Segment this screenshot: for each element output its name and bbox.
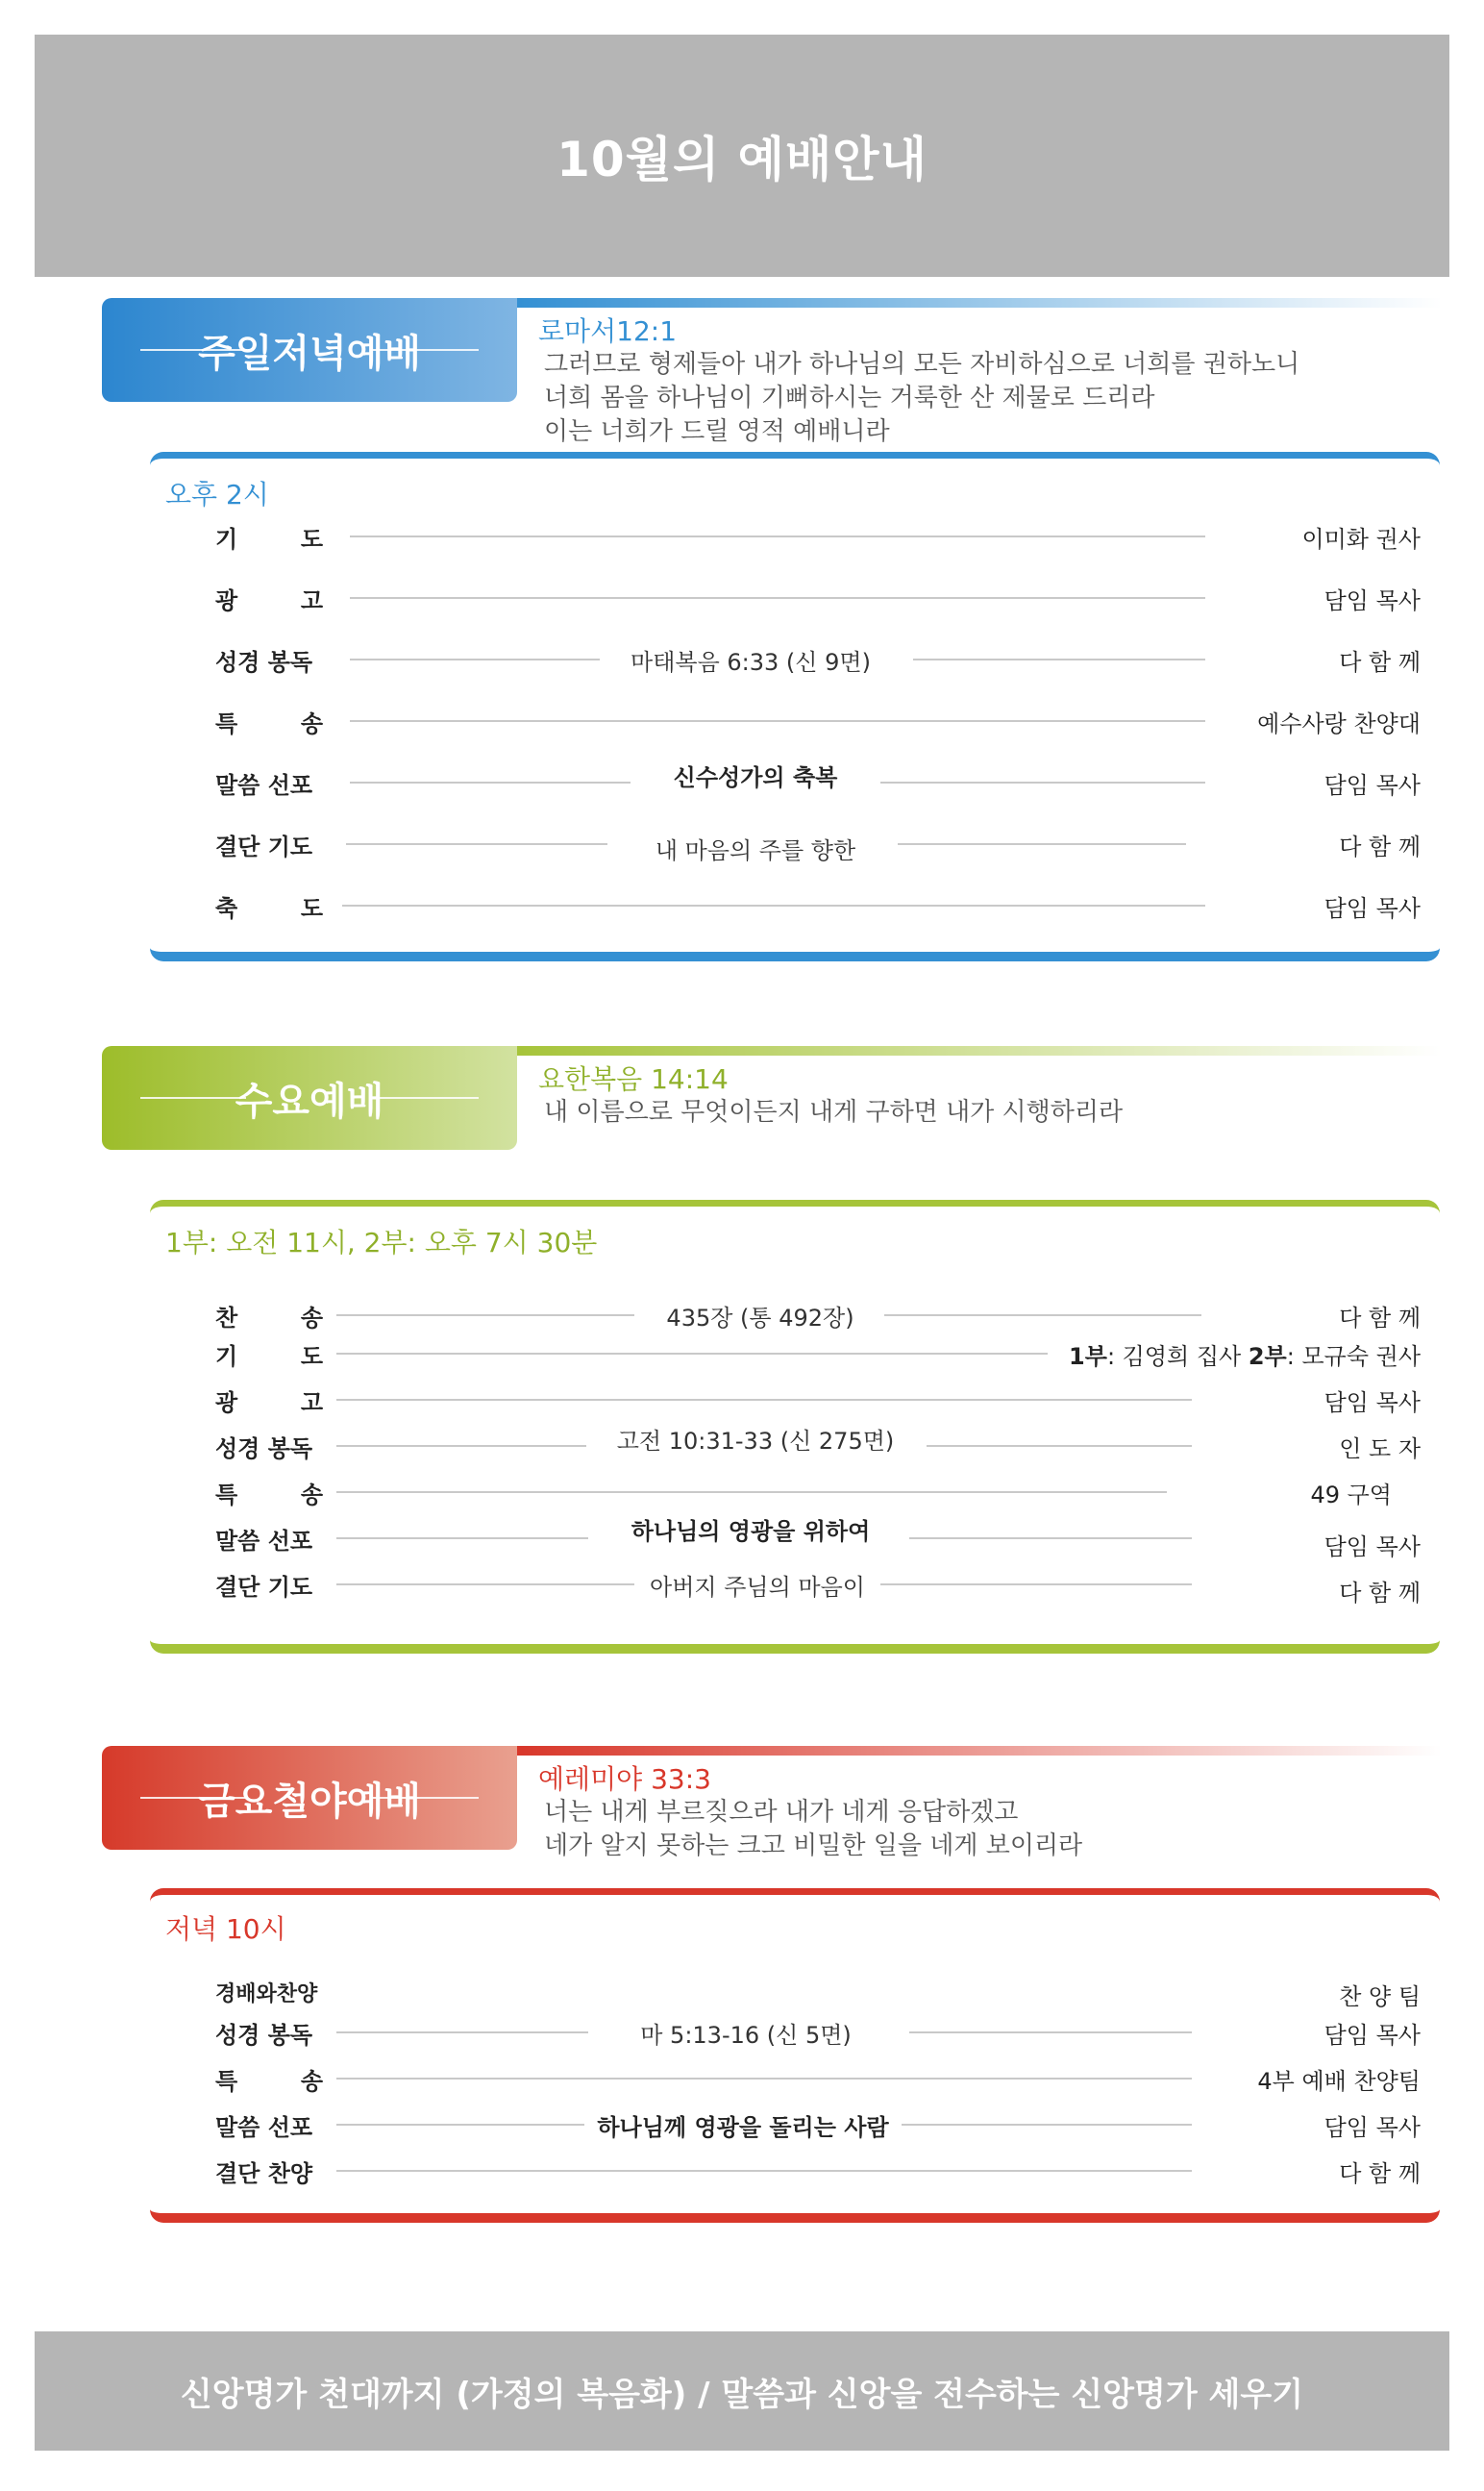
row-leader: 찬 양 팀 [1339, 1983, 1421, 2010]
row-label: 말씀 선포 [215, 772, 313, 799]
footer-slogan: 신앙명가 천대까지 (가정의 복음화) / 말씀과 신앙을 전수하는 신앙명가 세우기 [180, 2375, 1304, 2414]
section-title-tag [102, 1046, 517, 1150]
row-rule [336, 1314, 634, 1316]
service-row [150, 578, 1440, 616]
page-title: 10월의 예배안내 [556, 132, 928, 187]
row-label: 성경 봉독 [215, 2022, 313, 2049]
section-top-gradient [517, 298, 1442, 308]
row-leader: 다 함 께 [1339, 834, 1421, 860]
row-label: 성경 봉독 [215, 1435, 313, 1462]
verse-reference: 예레미야 33:3 [538, 1763, 711, 1795]
section-title: 수요예배 [235, 1079, 384, 1124]
row-scripture: 마 5:13-16 (신 5면) [640, 2022, 852, 2049]
part-1-leader: : 김영희 집사 [1106, 1343, 1249, 1370]
order-of-service-card [150, 1888, 1440, 2223]
row-leader: 49 구역 [1310, 1482, 1392, 1508]
row-label: 찬 송 [215, 1305, 323, 1332]
row-label: 특 송 [215, 1482, 323, 1508]
service-row [150, 2012, 1440, 2051]
row-leader: 4부 예배 찬양팀 [1257, 2068, 1421, 2095]
row-leader: 다 함 께 [1339, 649, 1421, 676]
verse-line: 너희 몸을 하나님이 기뻐하시는 거룩한 산 제물로 드리라 [544, 384, 1155, 412]
service-row [150, 2151, 1440, 2189]
row-rule [927, 1445, 1192, 1447]
row-leader: 담임 목사 [1323, 587, 1421, 614]
row-rule [336, 1537, 588, 1539]
row-label: 기 도 [215, 526, 323, 553]
hymn-number: 435장 (통 492장) [666, 1305, 854, 1332]
row-label: 말씀 선포 [215, 2114, 313, 2141]
row-label: 성경 봉독 [215, 649, 313, 676]
row-rule [336, 2170, 1192, 2172]
verse-line: 그러므로 형제들아 내가 하나님의 모든 자비하심으로 너희를 권하노니 [544, 350, 1300, 379]
verse-line: 내 이름으로 무엇이든지 내게 구하면 내가 시행하리라 [544, 1098, 1124, 1127]
row-label: 광 고 [215, 1389, 323, 1416]
row-leader: 다 함 께 [1339, 1580, 1421, 1607]
row-leader: 담임 목사 [1323, 895, 1421, 922]
row-leader: 예수사랑 찬양대 [1257, 710, 1421, 737]
section-title: 주일저녁예배 [198, 331, 421, 376]
row-leader: 담임 목사 [1323, 1533, 1421, 1560]
service-row [150, 885, 1440, 924]
row-label: 결단 찬양 [215, 2160, 313, 2187]
row-leader: 다 함 께 [1339, 1305, 1421, 1332]
service-row [150, 2105, 1440, 2143]
row-scripture: 마태복음 6:33 (신 9면) [631, 649, 871, 676]
page-header-banner [35, 35, 1449, 277]
sermon-title: 신수성가의 축복 [631, 759, 880, 792]
service-time: 오후 2시 [165, 479, 269, 511]
row-label: 광 고 [215, 587, 323, 614]
service-row [150, 701, 1440, 739]
verse-line: 네가 알지 못하는 크고 비밀한 일을 네게 보이리라 [544, 1831, 1083, 1860]
service-row [150, 1564, 1440, 1607]
row-rule [350, 597, 1205, 599]
row-rule [336, 1491, 1167, 1493]
section-top-gradient [517, 1746, 1442, 1756]
order-of-service-card [150, 452, 1440, 961]
row-rule [346, 843, 607, 845]
sermon-title: 하나님께 영광을 돌리는 사람 [584, 2108, 902, 2142]
row-rule [909, 2031, 1192, 2033]
part-1-label: 1부 [1069, 1343, 1107, 1370]
service-row [150, 1333, 1440, 1372]
section-top-gradient [517, 1046, 1442, 1056]
row-label: 기 도 [215, 1343, 323, 1370]
verse-reference: 요한복음 14:14 [538, 1063, 729, 1095]
service-row [150, 824, 1440, 862]
service-row [150, 1518, 1440, 1560]
section-title-tag [102, 1746, 517, 1850]
row-leader: 담임 목사 [1323, 772, 1421, 799]
row-label: 특 송 [215, 710, 323, 737]
service-row [150, 762, 1440, 801]
closing-hymn: 내 마음의 주를 향한 [655, 837, 856, 864]
row-rule [336, 1353, 1048, 1355]
service-row [150, 1974, 1440, 2012]
row-rule [913, 659, 1205, 660]
row-rule [350, 720, 1205, 722]
row-rule [336, 2031, 588, 2033]
verse-block [538, 1763, 1082, 1863]
row-leader: 담임 목사 [1323, 2114, 1421, 2141]
row-leader: 이미화 권사 [1301, 526, 1421, 553]
row-label: 말씀 선포 [215, 1528, 313, 1555]
row-rule [336, 1399, 1192, 1401]
service-time: 1부: 오전 11시, 2부: 오후 7시 30분 [165, 1227, 598, 1258]
row-label: 축 도 [215, 895, 323, 922]
verse-reference: 로마서12:1 [538, 315, 678, 347]
row-leader: 담임 목사 [1323, 2022, 1421, 2049]
closing-hymn: 아버지 주님의 마음이 [634, 1568, 880, 1602]
row-label: 결단 기도 [215, 1574, 313, 1601]
row-leader: 담임 목사 [1323, 1389, 1421, 1416]
row-label: 특 송 [215, 2068, 323, 2095]
order-of-service-card [150, 1200, 1440, 1654]
service-row [150, 1426, 1440, 1464]
row-rule [909, 1537, 1192, 1539]
row-rule [350, 536, 1205, 537]
verse-block [538, 315, 1299, 449]
service-row [150, 516, 1440, 555]
service-row [150, 639, 1440, 678]
row-leader: 인 도 자 [1339, 1435, 1421, 1462]
service-time: 저녁 10시 [165, 1913, 286, 1945]
row-scripture: 고전 10:31-33 (신 275면) [616, 1428, 895, 1455]
verse-line: 너는 내게 부르짖으라 내가 네게 응답하겠고 [544, 1798, 1019, 1827]
row-rule [342, 905, 1205, 907]
service-row [150, 1380, 1440, 1418]
service-row [150, 2058, 1440, 2097]
section-title: 금요철야예배 [198, 1779, 421, 1824]
row-rule [884, 1314, 1201, 1316]
row-rule [336, 1445, 586, 1447]
part-2-leader: : 모규숙 권사 [1286, 1343, 1421, 1370]
footer-banner [35, 2331, 1449, 2451]
service-row [150, 1472, 1440, 1510]
verse-line: 이는 너희가 드릴 영적 예배니라 [544, 417, 890, 446]
row-rule [898, 843, 1186, 845]
row-label: 경배와찬양 [215, 1982, 318, 2006]
row-leader [1069, 1337, 1421, 1371]
part-2-label: 2부 [1248, 1343, 1287, 1370]
row-rule [336, 2078, 1192, 2080]
row-rule [350, 659, 600, 660]
row-leader: 다 함 께 [1339, 2160, 1421, 2187]
service-row [150, 1295, 1440, 1333]
verse-block [538, 1063, 1123, 1130]
row-label: 결단 기도 [215, 834, 313, 860]
section-title-tag [102, 298, 517, 402]
sermon-title: 하나님의 영광을 위하여 [631, 1518, 871, 1545]
